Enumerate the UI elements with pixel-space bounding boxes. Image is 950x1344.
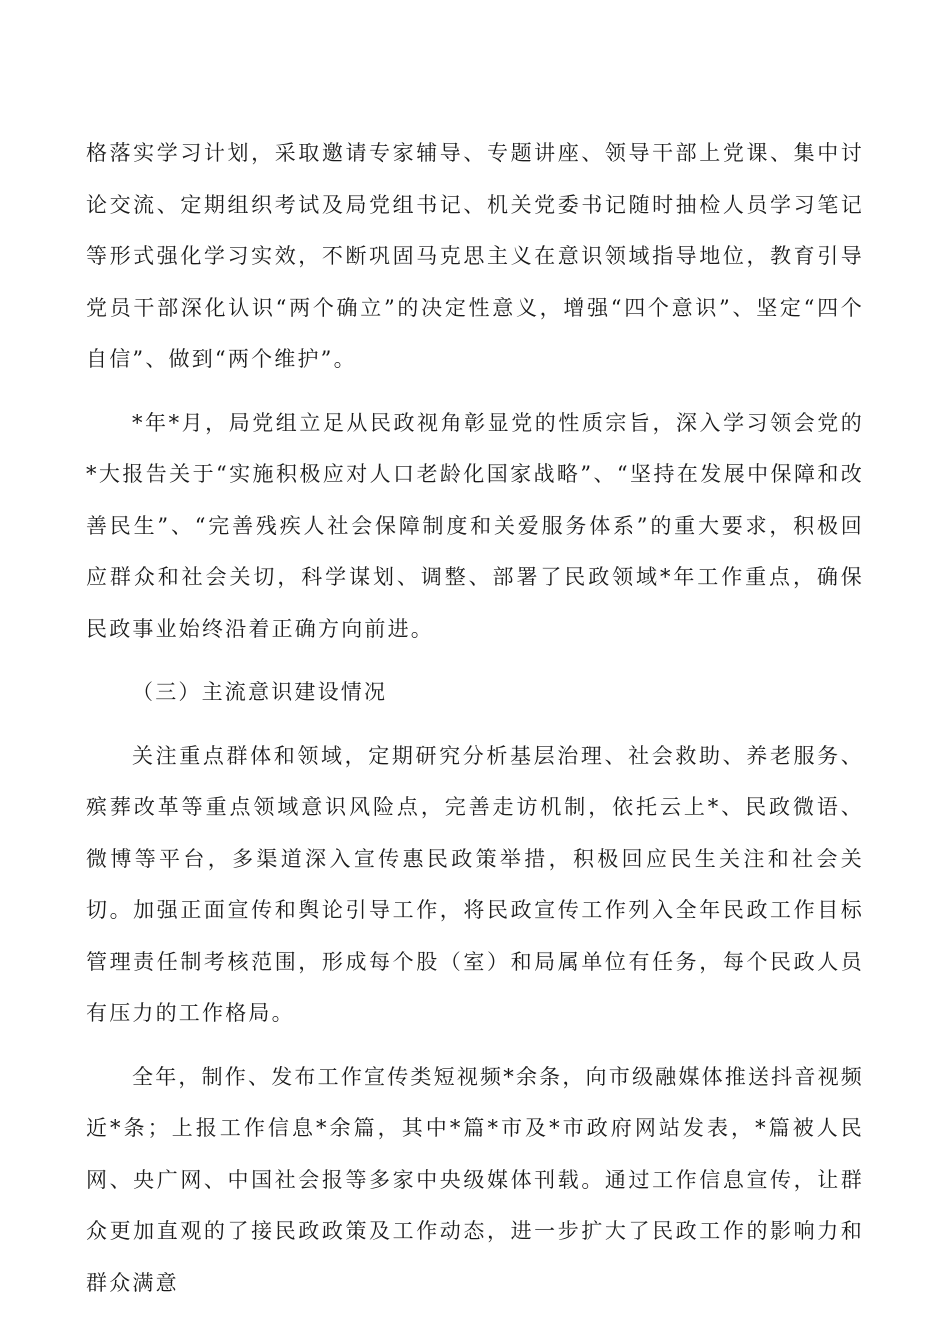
- section-heading: （三）主流意识建设情况: [132, 680, 388, 704]
- document-page: [86, 128, 864, 1309]
- paragraph-mainstream-awareness: 关注重点群体和领域，定期研究分析基层治理、社会救助、养老服务、殡葬改革等重点领域意识风险点，完善走访机制，依托云上*、民政微语、微博等平台，多渠道深入宣传惠民政策举措，积极回应民生关注和社会关切。加强正面宣传和舆论引导工作，将民政宣传工作列入全年民政工作目标管理责任制考核范围，形成每个股（室）和局属单位有任务，每个民政人员有压力的工作格局。: [86, 743, 864, 1025]
- paragraph-party-group-priorities: *年*月，局党组立足从民政视角彰显党的性质宗旨，深入学习领会党的*大报告关于“实施积极应对人口老龄化国家战略”、“坚持在发展中保障和改善民生”、“完善残疾人社会保障制度和关爱服务体系”的重大要求，积极回应群众和社会关切，科学谋划、调整、部署了民政领域*年工作重点，确保民政事业始终沿着正确方向前进。: [86, 410, 864, 641]
- paragraph-publicity-results: 全年，制作、发布工作宣传类短视频*余条，向市级融媒体推送抖音视频近*条；上报工作信息*余篇，其中*篇*市及*市政府网站发表，*篇被人民网、央广网、中国社会报等多家中央级媒体刊载。通过工作信息宣传，让群众更加直观的了接民政政策及工作动态，进一步扩大了民政工作的影响力和群众满意: [86, 1064, 864, 1295]
- paragraph-study-plan: 格落实学习计划，采取邀请专家辅导、专题讲座、领导干部上党课、集中讨论交流、定期组织考试及局党组书记、机关党委书记随时抽检人员学习笔记等形式强化学习实效，不断巩固马克思主义在意识领域指导地位，教育引导党员干部深化认识“两个确立”的决定性意义，增强“四个意识”、坚定“四个自信”、做到“两个维护”。: [86, 141, 864, 371]
